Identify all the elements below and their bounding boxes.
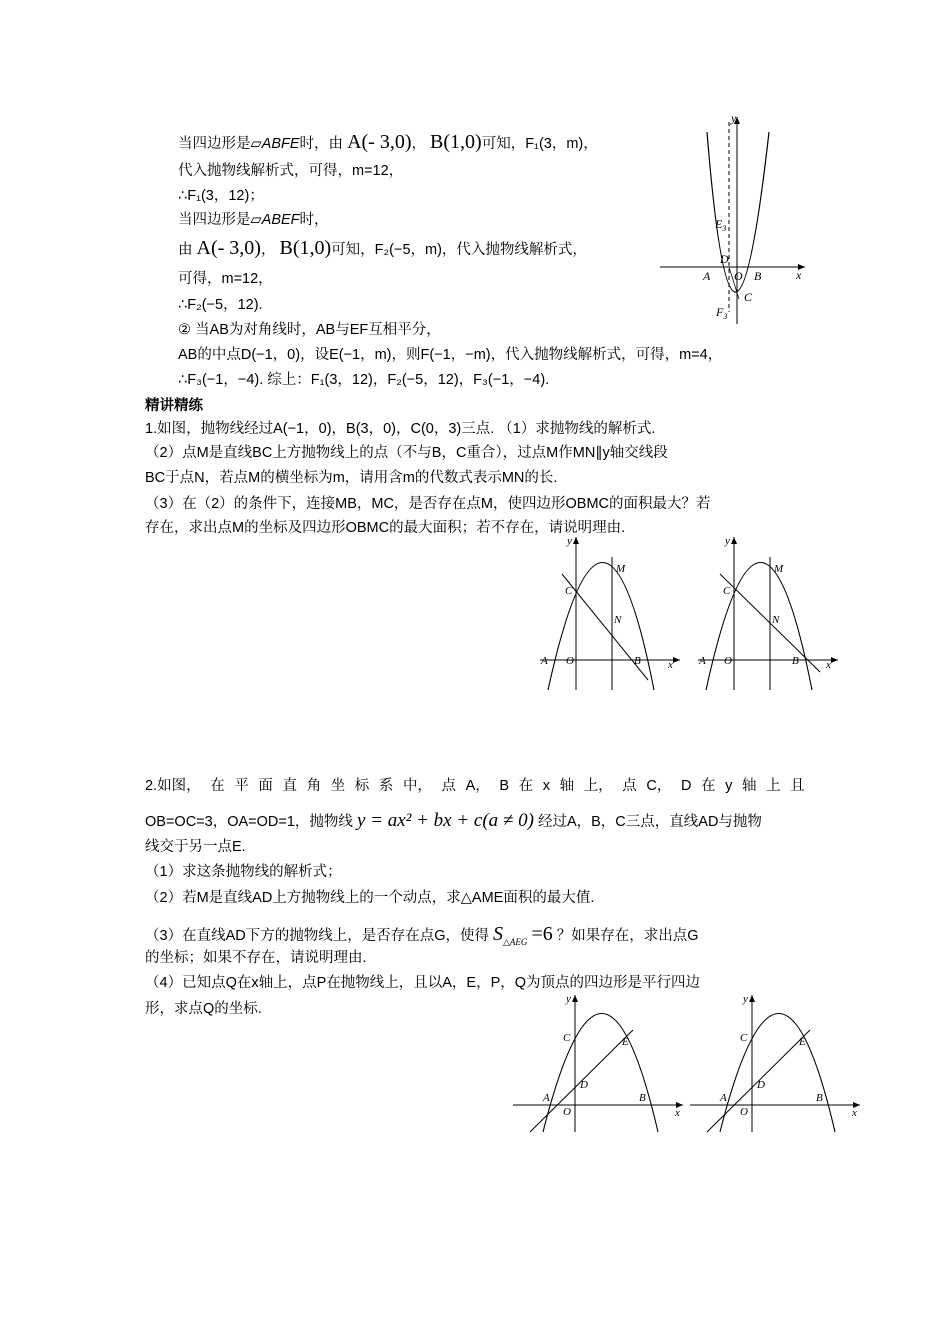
svg-text:E3: $E_3$: [715, 217, 727, 233]
svg-text:C: C: [563, 1032, 571, 1044]
parallelogram-icon: ▱: [250, 136, 262, 152]
svg-text:A: A: [703, 269, 711, 283]
q1-line-5: 存在，求出点M的坐标及四边形OBMC的最大面积；若不存在，请说明理由.: [145, 520, 626, 536]
q1-graph-left: [532, 532, 687, 694]
svg-text:O: O: [563, 1106, 571, 1118]
svg-text:y: y: [731, 112, 737, 125]
q2-line-1-word: 轴: [741, 778, 757, 794]
svg-text:x: x: [668, 659, 673, 671]
review-line-3: ∴F₁(3，12)；: [178, 188, 264, 204]
q2-line-1-word: 坐: [330, 778, 346, 794]
q2-line-3: 线交于另一点E.: [145, 839, 246, 855]
svg-text:C: C: [744, 290, 753, 304]
q2-line-1-word: D: [680, 778, 692, 794]
svg-text:y: y: [725, 535, 730, 547]
review-line-8: ② 当AB为对角线时，AB与EF互相平分，: [178, 322, 441, 338]
q2-line-1-word: 在: [701, 778, 716, 794]
q1-line-4: （3）在（2）的条件下，连接MB，MC，是否存在点M，使四边形OBMC的面积最大？若: [145, 496, 711, 512]
review-line-7: ∴F₂(−5，12).: [178, 297, 263, 313]
q2-line-1-word: 上，: [583, 778, 613, 794]
q2-line-1-word: 系: [378, 778, 394, 794]
svg-text:E: E: [622, 1036, 629, 1048]
svg-text:B: B: [634, 655, 641, 667]
q2-line-1-word: B: [499, 778, 510, 794]
review-line-10: ∴F₃(−1，−4). 综上：F₁(3，12)，F₂(−5，12)，F₃(−1，−4).: [178, 372, 550, 388]
svg-text:O: O: [740, 1106, 748, 1118]
svg-text:E: E: [799, 1036, 806, 1048]
svg-text:N: N: [772, 614, 780, 626]
svg-text:O: O: [724, 655, 732, 667]
svg-text:x: x: [852, 1107, 857, 1119]
point-a-formula: A(- 3,0): [347, 131, 412, 153]
svg-text:B: B: [816, 1092, 823, 1104]
parabola-formula: y = ax² + bx + c(a ≠ 0): [356, 810, 534, 831]
q2-graph-left: [508, 990, 688, 1135]
svg-text:B: B: [792, 655, 799, 667]
svg-text:D: D: [720, 252, 729, 266]
svg-text:M: M: [774, 563, 784, 575]
point-a-formula: A(- 3,0): [196, 237, 261, 259]
svg-text:x: x: [826, 659, 831, 671]
q2-line-1-word: 平: [234, 778, 249, 794]
review-line-5: 由 A(- 3,0)， B(1,0)可知，F₂(−5，m)，代入抛物线解析式，: [178, 237, 587, 259]
q2-line-1-word: A，: [465, 778, 490, 794]
q2-line-4: （1）求这条抛物线的解析式；: [145, 864, 342, 880]
svg-text:O: O: [566, 655, 574, 667]
svg-text:D: D: [580, 1079, 588, 1091]
review-line-4: 当四边形是▱ABEF时，: [178, 212, 329, 228]
q2-line-1: [145, 776, 805, 796]
point-b-formula: B(1,0): [430, 131, 482, 153]
svg-text:O: O: [734, 269, 743, 283]
svg-text:x: x: [675, 1107, 680, 1119]
review-line-6: 可得，m=12，: [178, 271, 273, 287]
svg-text:A: A: [541, 655, 548, 667]
review-graph: [655, 112, 815, 332]
svg-text:F3: $F_3$: [716, 305, 728, 321]
q2-line-1-word: 中，: [402, 778, 432, 794]
q2-line-6: （3）在直线AD下方的抛物线上，是否存在点G，使得 $S_{\triangle AEG} =6$ ？如果存在，求出点G: [145, 923, 699, 947]
svg-text:A: A: [699, 655, 706, 667]
svg-text:A: A: [543, 1092, 550, 1104]
point-b-formula: B(1,0): [279, 237, 332, 259]
q2-line-1-word: 标: [354, 778, 370, 794]
svg-text:D: D: [757, 1079, 765, 1091]
svg-text:A: A: [720, 1092, 727, 1104]
svg-text:C: C: [723, 585, 731, 597]
q1-graph-right: [690, 532, 845, 694]
q2-line-1-word: C，: [646, 778, 672, 794]
section-title: 精讲精练: [145, 398, 203, 414]
svg-text:M: M: [616, 563, 626, 575]
q1-line-2: （2）点M是直线BC上方抛物线上的点（不与B，C重合），过点M作MN∥y轴交线段: [145, 445, 668, 461]
q2-line-1-word: 2.如图，: [145, 778, 201, 794]
q2-line-1-word: 在: [210, 778, 225, 794]
svg-text:C: C: [740, 1032, 748, 1044]
svg-text:x: x: [796, 268, 802, 282]
q2-line-1-word: 点: [622, 778, 637, 794]
q2-line-1-word: 角: [306, 778, 322, 794]
svg-text:B: B: [754, 269, 762, 283]
q1-line-1: 1.如图，抛物线经过A(−1，0)，B(3，0)，C(0，3)三点. （1）求抛物线的解析式.: [145, 421, 656, 437]
q2-line-1-word: 上: [766, 778, 781, 794]
svg-text:N: N: [614, 614, 622, 626]
q2-line-1-word: x: [542, 778, 550, 794]
svg-text:y: y: [566, 993, 571, 1005]
q2-line-2: OB=OC=3，OA=OD=1，抛物线 y = ax² + bx + c(a ≠ 0) 经过A，B，C三点，直线AD与抛物: [145, 810, 762, 831]
q2-line-7: 的坐标；如果不存在，请说明理由.: [145, 950, 367, 966]
svg-text:y: y: [743, 993, 748, 1005]
svg-text:y: y: [567, 535, 572, 547]
parallelogram-icon: ▱: [250, 212, 262, 228]
q2-line-1-word: 点: [441, 778, 457, 794]
q2-line-5: （2）若M是直线AD上方抛物线上的一个动点，求△AME面积的最大值.: [145, 890, 595, 906]
q2-line-1-word: 在: [518, 778, 534, 794]
svg-text:B: B: [639, 1092, 646, 1104]
q2-line-9: 形，求点Q的坐标.: [145, 1001, 262, 1017]
q2-line-1-word: 且: [790, 778, 805, 794]
q2-line-8: （4）已知点Q在x轴上，点P在抛物线上，且以A，E，P，Q为顶点的四边形是平行四边: [145, 975, 701, 991]
review-line-1: 当四边形是▱ABFE时，由 A(- 3,0)， B(1,0)可知，F₁(3，m)，: [178, 131, 598, 153]
q2-line-1-word: 直: [282, 778, 297, 794]
q2-graph-right: [685, 990, 865, 1135]
review-line-2: 代入抛物线解析式，可得，m=12，: [178, 163, 404, 179]
q1-line-3: BC于点N，若点M的横坐标为m，请用含m的代数式表示MN的长.: [145, 470, 558, 486]
review-line-9: AB的中点D(−1，0)，设E(−1，m)，则F(−1，−m)，代入抛物线解析式，可得，m=4，: [178, 347, 723, 363]
q2-line-1-word: 面: [258, 778, 273, 794]
q2-line-1-word: 轴: [559, 778, 575, 794]
svg-text:C: C: [565, 585, 573, 597]
q2-line-1-word: y: [725, 778, 733, 794]
area-symbol: $S_{\triangle AEG}$: [493, 923, 528, 947]
